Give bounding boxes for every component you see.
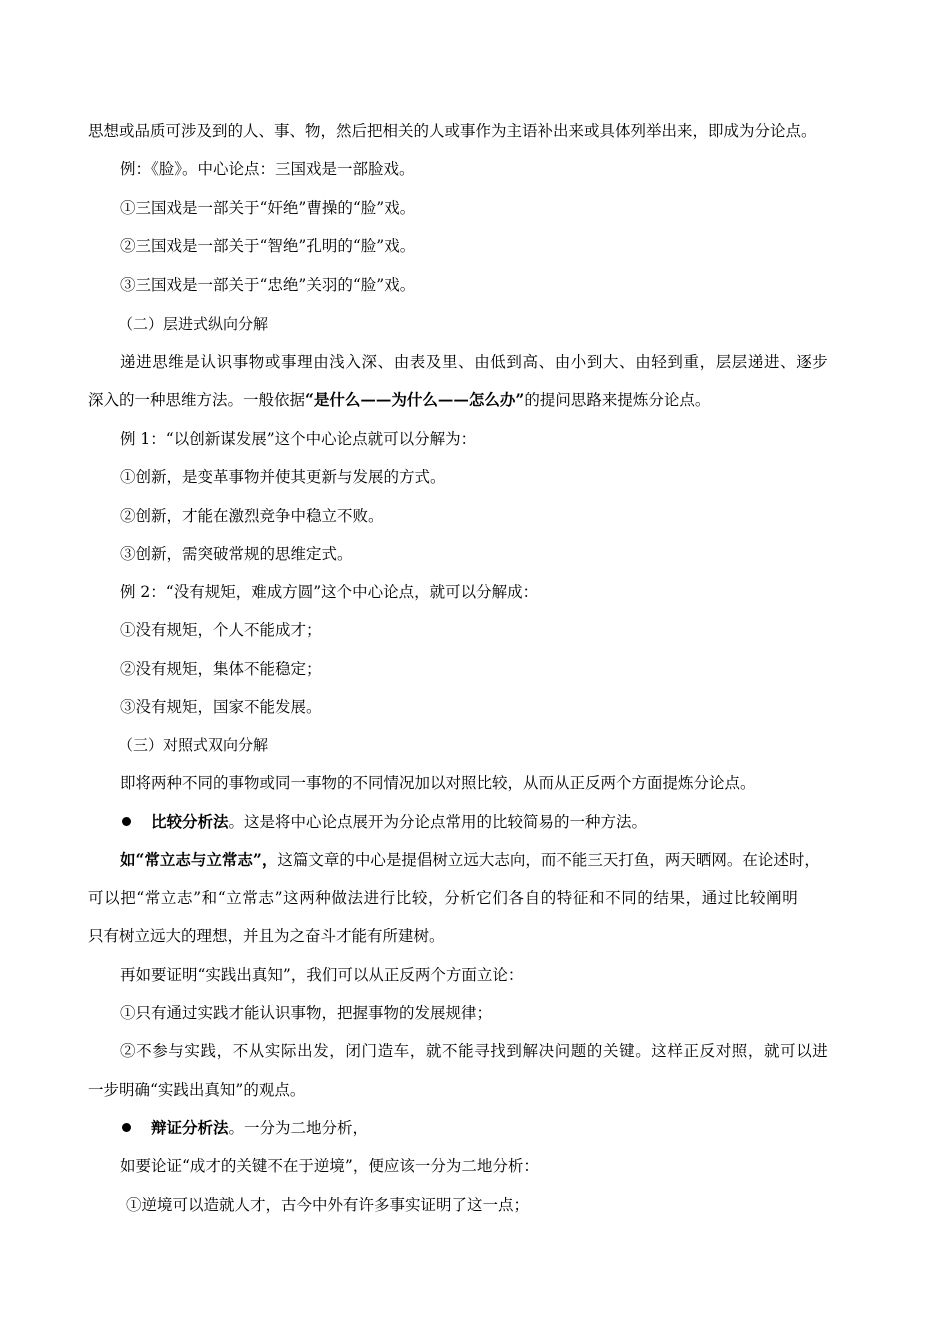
list-item: ③没有规矩，国家不能发展。 (120, 698, 322, 716)
example-line: 例 1：“以创新谋发展”这个中心论点就可以分解为： (120, 430, 477, 448)
section-heading: （三）对照式双向分解 (118, 736, 269, 754)
list-item: ③三国戏是一部关于“忠绝”关羽的“脸”戏。 (120, 276, 416, 294)
list-item: ③创新，需突破常规的思维定式。 (120, 545, 353, 563)
list-item: ①没有规矩，个人不能成才； (120, 621, 322, 639)
bold-text-run: 比较分析法 (151, 812, 229, 831)
example-line: 例 2：“没有规矩，难成方圆”这个中心论点，就可以分解成： (120, 583, 539, 601)
paragraph-line: 思想或品质可涉及到的人、事、物，然后把相关的人或事作为主语补出来或具体列举出来，即成为分论点。 (88, 122, 817, 140)
paragraph-line: 再如要证明“实践出真知”，我们可以从正反两个方面立论： (120, 966, 524, 984)
list-item: ②创新，才能在激烈竞争中稳立不败。 (120, 507, 384, 525)
paragraph-line: 可以把“常立志”和“立常志”这两种做法进行比较，分析它们各自的特征和不同的结果，通过比较阐明 (88, 889, 799, 907)
paragraph-line: 如要论证“成才的关键不在于逆境”，便应该一分为二地分析： (120, 1157, 539, 1175)
text-run: 。这是将中心论点展开为分论点常用的比较简易的一种方法。 (228, 813, 648, 831)
bullet-item (120, 810, 868, 834)
example-line: 例：《脸》。中心论点：三国戏是一部脸戏。 (120, 160, 415, 178)
paragraph-line: 一步明确“实践出真知”的观点。 (88, 1081, 306, 1099)
bold-text-run: 辩证分析法 (151, 1118, 229, 1137)
bullet-dot-icon (122, 1123, 131, 1132)
bold-text-run: “是什么——为什么——怎么办” (305, 390, 525, 409)
list-item: ①三国戏是一部关于“奸绝”曹操的“脸”戏。 (120, 199, 416, 217)
text-run: 的提问思路来提炼分论点。 (524, 391, 711, 409)
paragraph-line: 递进思维是认识事物或事理由浅入深、由表及里、由低到高、由小到大、由轻到重，层层递进、逐步 (120, 353, 829, 371)
list-item: ①逆境可以造就人才，古今中外有许多事实证明了这一点； (126, 1196, 530, 1214)
paragraph-line: 只有树立远大的理想，并且为之奋斗才能有所建树。 (88, 927, 445, 945)
list-item: ②不参与实践，不从实际出发，闭门造车，就不能寻找到解决问题的关键。这样正反对照，就可以进 (120, 1042, 829, 1060)
paragraph-line (120, 848, 868, 872)
bold-text-run: 如“常立志与立常志”， (120, 850, 278, 869)
text-run: 这篇文章的中心是提倡树立远大志向，而不能三天打鱼，两天晒网。在论述时， (277, 851, 820, 869)
list-item: ①只有通过实践才能认识事物，把握事物的发展规律； (120, 1004, 493, 1022)
list-item: ②三国戏是一部关于“智绝”孔明的“脸”戏。 (120, 237, 416, 255)
paragraph-line (88, 388, 868, 412)
bullet-dot-icon (122, 817, 131, 826)
list-item: ②没有规矩，集体不能稳定； (120, 660, 322, 678)
list-item: ①创新，是变革事物并使其更新与发展的方式。 (120, 468, 446, 486)
paragraph-line: 即将两种不同的事物或同一事物的不同情况加以对照比较，从而从正反两个方面提炼分论点。 (120, 774, 756, 792)
bullet-item (120, 1116, 868, 1140)
text-run: 。一分为二地分析， (228, 1119, 369, 1137)
section-heading: （二）层进式纵向分解 (118, 315, 269, 333)
text-run: 深入的一种思维方法。一般依据 (88, 391, 306, 409)
